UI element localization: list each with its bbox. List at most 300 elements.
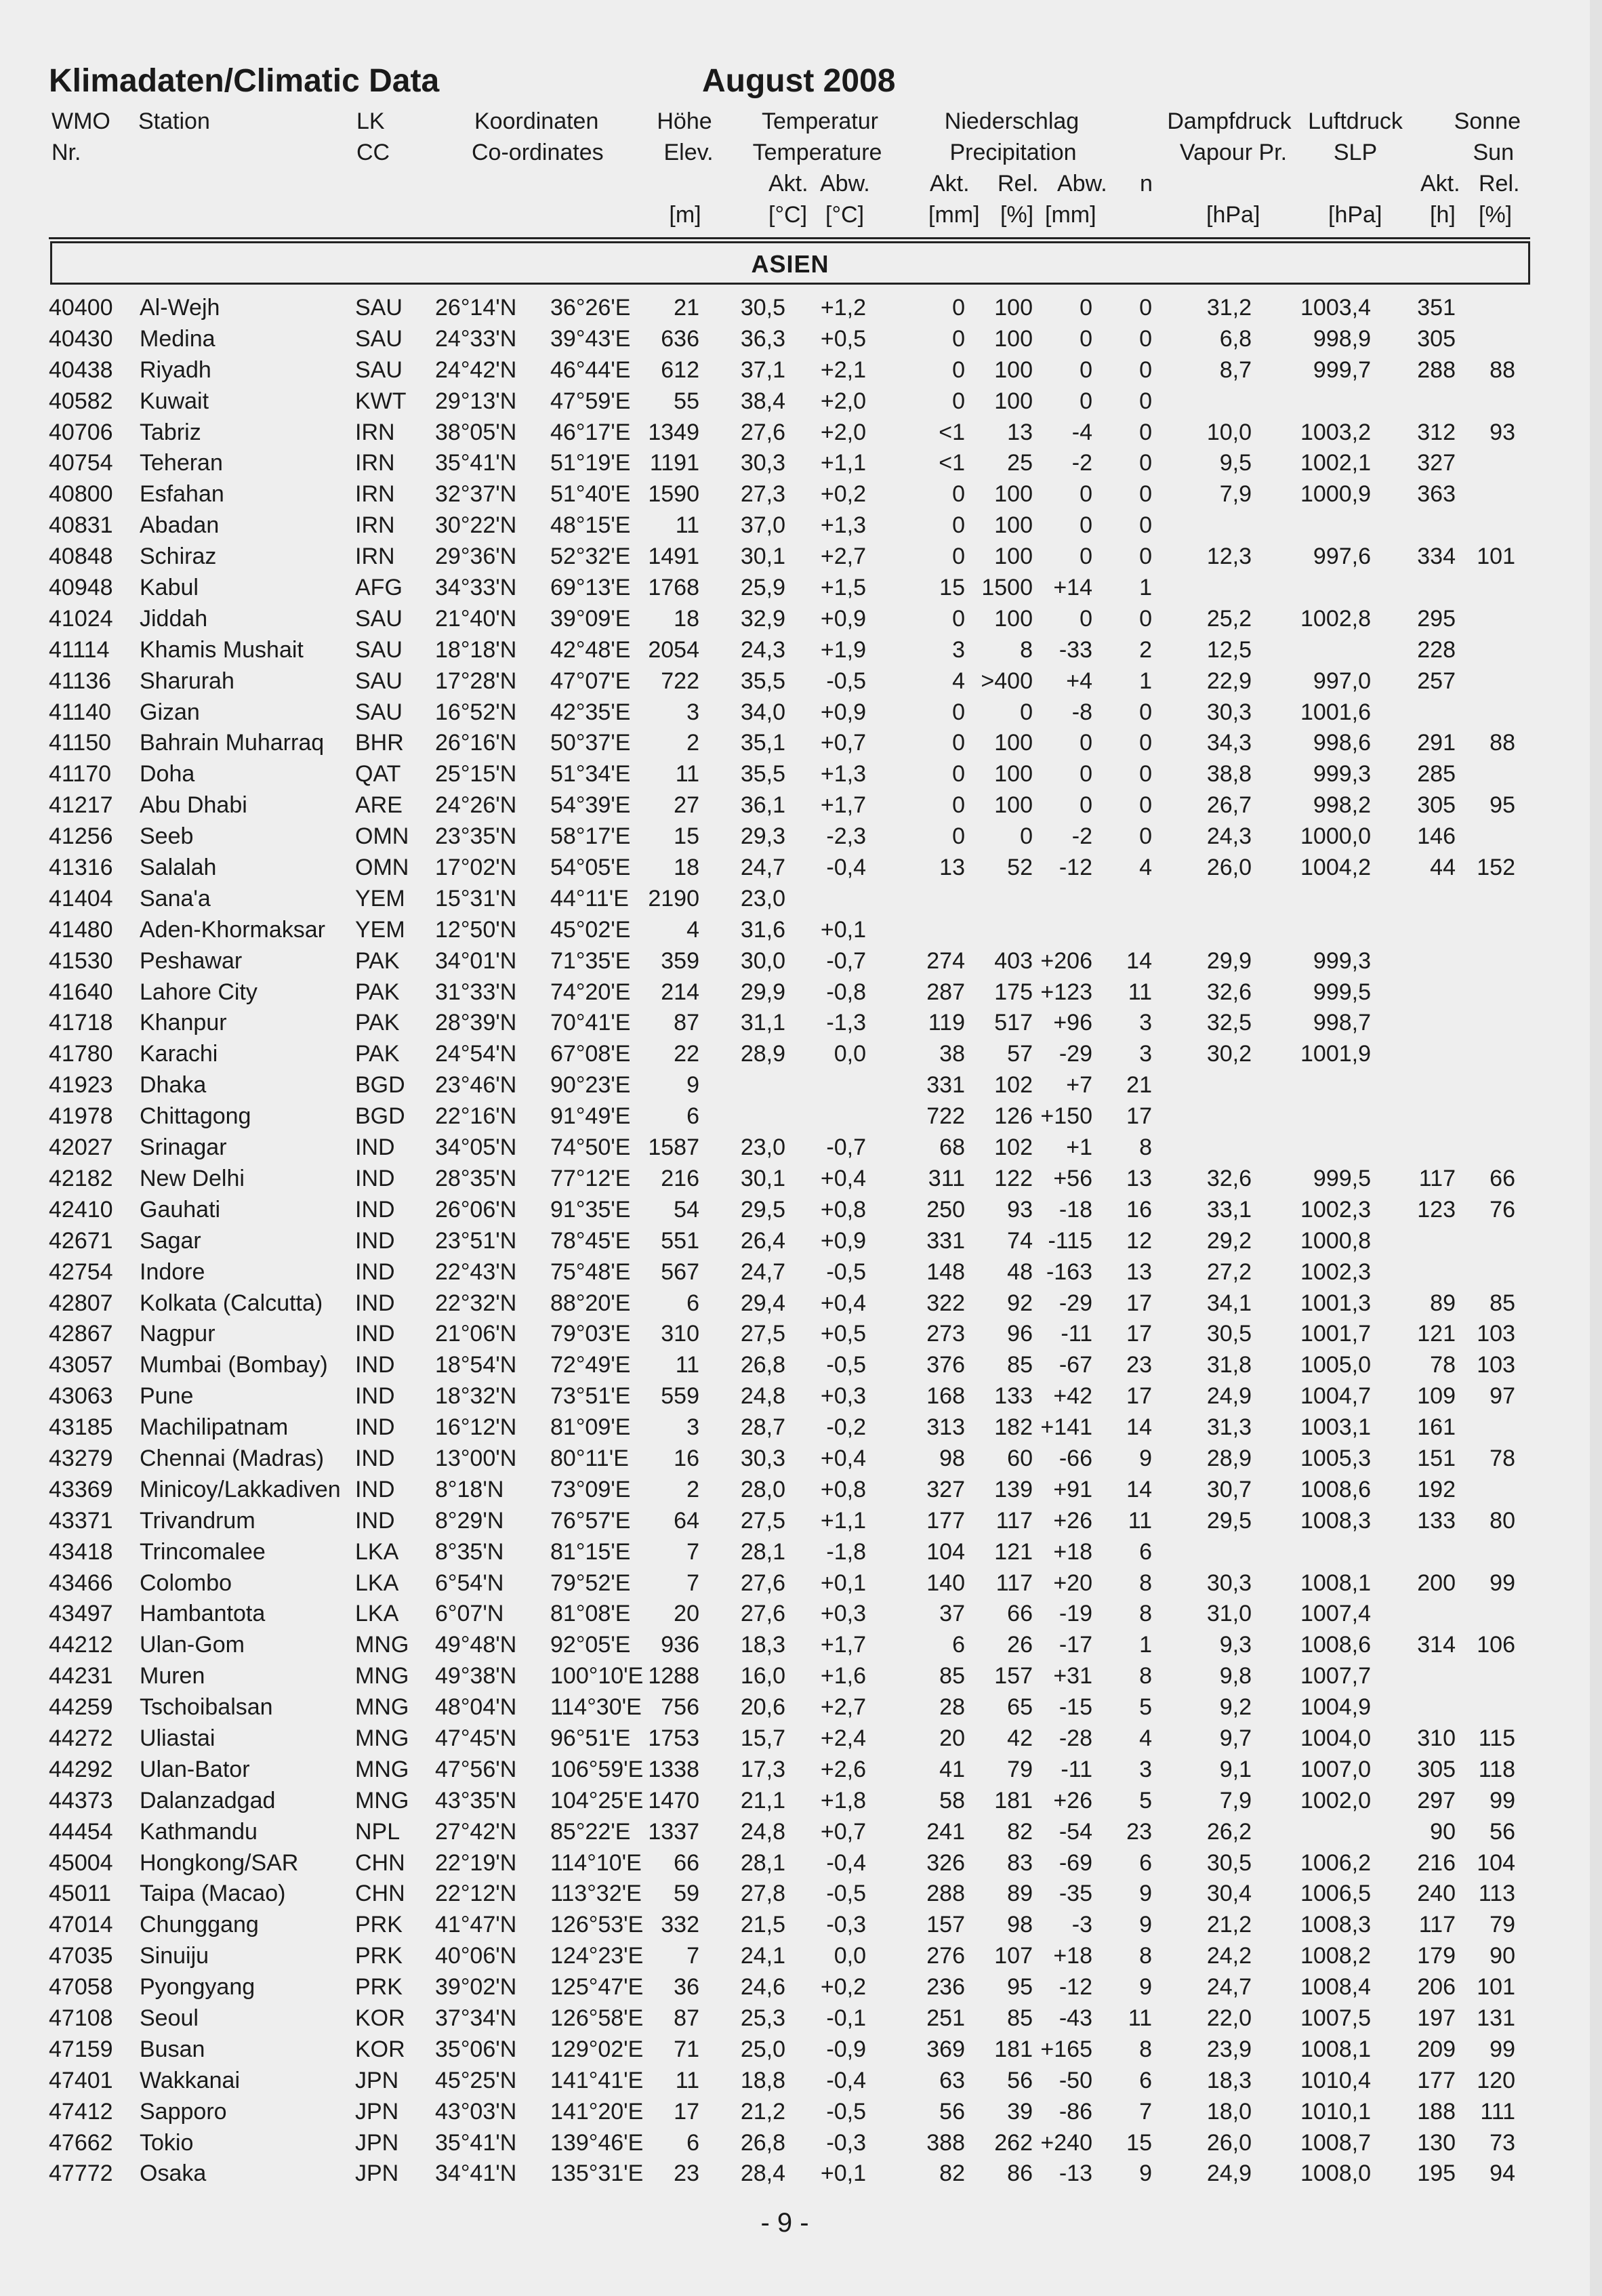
precip-n-cell: 8 [1139,1943,1152,1969]
wmo-cell: 42754 [49,1258,113,1285]
wmo-cell: 43418 [49,1538,113,1565]
longitude-cell: 81°15'E [550,1538,631,1565]
precip-akt-cell: 38 [939,1041,965,1067]
precip-n-cell: 9 [1139,2160,1152,2187]
vapour-cell: 12,5 [1206,636,1252,663]
latitude-cell: 24°26'N [435,792,517,819]
precip-akt-cell: 376 [926,1352,965,1378]
precip-akt-cell: 287 [926,979,965,1005]
wmo-cell: 43185 [49,1414,113,1441]
station-cell: Sharurah [140,668,234,694]
sun-akt-cell: 351 [1417,295,1456,321]
temp-abw-cell: +2,6 [820,1756,866,1782]
sun-akt-cell: 188 [1417,2098,1456,2125]
elevation-cell: 567 [661,1258,699,1285]
elevation-cell: 6 [686,1103,699,1130]
precip-rel-cell: 56 [1007,2067,1033,2093]
precip-abw-cell: 0 [1080,792,1092,819]
cc-cell: YEM [355,916,405,943]
elevation-cell: 18 [674,605,699,632]
slp-cell: 1001,6 [1300,699,1371,725]
temp-abw-cell: +2,7 [820,544,866,570]
vapour-cell: 29,9 [1206,947,1252,974]
sun-akt-cell: 240 [1417,1881,1456,1907]
header-temp-abw-unit: [°C] [825,202,865,228]
temp-abw-cell: -0,5 [826,668,866,694]
temp-abw-cell: +1,9 [820,636,866,663]
sun-rel-cell: 120 [1477,2067,1515,2093]
wmo-cell: 42027 [49,1134,113,1161]
header-sun: Sonne [1454,108,1521,134]
slp-cell: 1002,8 [1300,605,1371,632]
cc-cell: SAU [355,356,403,383]
slp-cell: 998,9 [1313,325,1371,352]
vapour-cell: 12,3 [1206,544,1252,570]
precip-abw-cell: -4 [1071,419,1092,445]
precip-n-cell: 0 [1139,823,1152,850]
header-vapour: Dampfdruck [1167,108,1292,134]
header-sun-rel: Rel. [1479,171,1520,197]
latitude-cell: 49°38'N [435,1663,517,1689]
longitude-cell: 48°15'E [550,512,631,539]
elevation-cell: 216 [661,1165,699,1191]
cc-cell: BHR [355,730,404,756]
precip-abw-cell: +7 [1066,1072,1092,1099]
temp-akt-cell: 18,3 [740,1632,785,1658]
elevation-cell: 7 [686,1943,699,1969]
latitude-cell: 22°19'N [435,1849,517,1876]
precip-abw-cell: -69 [1059,1849,1092,1876]
vapour-cell: 24,2 [1206,1943,1252,1969]
longitude-cell: 85°22'E [550,1818,631,1845]
precip-abw-cell: +42 [1053,1383,1092,1410]
temp-akt-cell: 26,8 [740,2129,785,2156]
precip-akt-cell: <1 [939,450,965,476]
cc-cell: IND [355,1383,395,1410]
precip-abw-cell: -163 [1046,1258,1092,1285]
latitude-cell: 47°45'N [435,1725,517,1751]
temp-akt-cell: 23,0 [740,885,785,911]
sun-rel-cell: 80 [1490,1507,1515,1534]
precip-n-cell: 0 [1139,792,1152,819]
longitude-cell: 47°07'E [550,668,631,694]
elevation-cell: 11 [675,2067,699,2093]
precip-n-cell: 0 [1139,388,1152,414]
precip-n-cell: 11 [1128,979,1152,1005]
station-cell: Jiddah [140,605,208,632]
temp-akt-cell: 16,0 [740,1663,785,1689]
precip-rel-cell: 65 [1007,1694,1033,1721]
vapour-cell: 9,3 [1219,1632,1252,1658]
cc-cell: JPN [355,2067,399,2093]
elevation-cell: 6 [686,1290,699,1316]
station-cell: Sagar [140,1227,201,1254]
temp-akt-cell: 31,6 [740,916,785,943]
header-precip-n: n [1140,171,1153,197]
header-elev: Höhe [657,108,712,134]
latitude-cell: 26°06'N [435,1196,517,1223]
vapour-cell: 22,9 [1206,668,1252,694]
header-elevation: Elev. [663,140,714,165]
table-row [0,1070,1602,1101]
station-cell: Nagpur [140,1321,215,1347]
temp-akt-cell: 21,2 [740,2098,785,2125]
sun-rel-cell: 97 [1490,1383,1515,1410]
precip-rel-cell: 0 [1020,823,1033,850]
table-row [0,1910,1602,1941]
station-cell: Kathmandu [140,1818,258,1845]
precip-n-cell: 8 [1139,2036,1152,2062]
header-precipitation: Precipitation [949,140,1077,165]
elevation-cell: 310 [661,1321,699,1347]
precip-akt-cell: 41 [939,1756,965,1782]
cc-cell: LKA [355,1538,399,1565]
precip-akt-cell: 0 [952,605,965,632]
precip-abw-cell: +123 [1040,979,1092,1005]
cc-cell: MNG [355,1787,409,1813]
wmo-cell: 43497 [49,1601,113,1627]
cc-cell: PRK [355,1943,403,1969]
header-sun-akt: Akt. [1420,171,1460,197]
header-precip-akt-unit: [mm] [928,202,980,228]
station-cell: Kabul [140,575,199,601]
temp-abw-cell: -2,3 [826,823,866,850]
temp-akt-cell: 15,7 [740,1725,785,1751]
sun-akt-cell: 44 [1430,855,1456,881]
vapour-cell: 8,7 [1219,356,1252,383]
cc-cell: NPL [355,1818,400,1845]
sun-akt-cell: 109 [1417,1383,1456,1410]
sun-akt-cell: 363 [1417,481,1456,508]
longitude-cell: 81°08'E [550,1601,631,1627]
vapour-cell: 9,1 [1219,1756,1252,1782]
precip-n-cell: 0 [1139,481,1152,508]
precip-akt-cell: 13 [939,855,965,881]
sun-rel-cell: 111 [1480,2098,1515,2125]
precip-n-cell: 6 [1139,1538,1152,1565]
wmo-cell: 43063 [49,1383,113,1410]
sun-rel-cell: 101 [1477,1974,1515,2001]
precip-akt-cell: <1 [939,419,965,445]
precip-abw-cell: +26 [1053,1787,1092,1813]
temp-abw-cell: -0,5 [826,2098,866,2125]
temp-akt-cell: 20,6 [740,1694,785,1721]
precip-rel-cell: 42 [1007,1725,1033,1751]
header-slp: Luftdruck [1308,108,1403,134]
temp-akt-cell: 37,0 [740,512,785,539]
elevation-cell: 612 [661,356,699,383]
temp-akt-cell: 38,4 [740,388,785,414]
vapour-cell: 30,5 [1206,1321,1252,1347]
precip-rel-cell: 100 [994,605,1033,632]
temp-abw-cell: +2,4 [820,1725,866,1751]
longitude-cell: 141°20'E [550,2098,644,2125]
latitude-cell: 25°15'N [435,761,517,787]
longitude-cell: 88°20'E [550,1290,631,1316]
vapour-cell: 26,0 [1206,855,1252,881]
longitude-cell: 80°11'E [550,1445,629,1471]
precip-rel-cell: 98 [1007,1912,1033,1938]
slp-cell: 1005,0 [1300,1352,1371,1378]
temp-abw-cell: +0,1 [820,916,866,943]
temp-akt-cell: 35,1 [740,730,785,756]
sun-akt-cell: 117 [1418,1912,1456,1938]
wmo-cell: 43279 [49,1445,113,1471]
latitude-cell: 16°52'N [435,699,517,725]
longitude-cell: 96°51'E [550,1725,631,1751]
precip-rel-cell: 85 [1007,1352,1033,1378]
temp-akt-cell: 30,1 [740,544,785,570]
temp-akt-cell: 30,1 [740,1165,785,1191]
station-cell: Chennai (Madras) [140,1445,325,1471]
precip-n-cell: 6 [1139,2067,1152,2093]
latitude-cell: 35°06'N [435,2036,517,2062]
table-row [0,2128,1602,2159]
cc-cell: JPN [355,2129,399,2156]
station-cell: Al-Wejh [140,295,220,321]
cc-cell: IND [355,1165,395,1191]
table-row [0,1599,1602,1630]
station-cell: Abu Dhabi [140,792,247,819]
temp-akt-cell: 24,8 [740,1818,785,1845]
sun-akt-cell: 206 [1417,1974,1456,2001]
latitude-cell: 22°43'N [435,1258,517,1285]
precip-akt-cell: 6 [952,1632,965,1658]
precip-rel-cell: 133 [994,1383,1033,1410]
wmo-cell: 41024 [49,605,113,632]
table-row [0,2097,1602,2128]
precip-n-cell: 1 [1139,575,1152,601]
vapour-cell: 31,3 [1206,1414,1252,1441]
slp-cell: 1007,4 [1300,1601,1371,1627]
vapour-cell: 18,3 [1206,2067,1252,2093]
longitude-cell: 114°10'E [550,1849,642,1876]
vapour-cell: 31,2 [1206,295,1252,321]
temp-akt-cell: 28,4 [740,2160,785,2187]
precip-abw-cell: -28 [1059,1725,1092,1751]
temp-akt-cell: 27,6 [740,1601,785,1627]
elevation-cell: 11 [675,761,699,787]
temp-akt-cell: 35,5 [740,668,785,694]
station-cell: Tschoibalsan [140,1694,273,1721]
cc-cell: SAU [355,668,403,694]
precip-n-cell: 4 [1139,855,1152,881]
precip-akt-cell: 327 [926,1476,965,1502]
wmo-cell: 47159 [49,2036,113,2062]
temp-akt-cell: 24,7 [740,855,785,881]
precip-n-cell: 23 [1126,1352,1152,1378]
cc-cell: IND [355,1445,395,1471]
station-cell: Karachi [140,1041,218,1067]
document-period: August 2008 [702,63,896,99]
slp-cell: 1004,7 [1300,1383,1371,1410]
station-cell: Seoul [140,2005,199,2031]
longitude-cell: 129°02'E [550,2036,644,2062]
station-cell: Machilipatnam [140,1414,289,1441]
precip-n-cell: 8 [1139,1601,1152,1627]
precip-rel-cell: 117 [995,1507,1033,1534]
sun-rel-cell: 93 [1490,419,1515,445]
station-cell: Seeb [140,823,194,850]
vapour-cell: 30,7 [1206,1476,1252,1502]
cc-cell: IND [355,1321,395,1347]
precip-abw-cell: 0 [1080,730,1092,756]
temp-abw-cell: +2,0 [820,388,866,414]
slp-cell: 1002,3 [1300,1196,1371,1223]
temp-abw-cell: -0,7 [826,947,866,974]
station-cell: Lahore City [140,979,258,1005]
sun-akt-cell: 146 [1417,823,1456,850]
longitude-cell: 91°49'E [550,1103,631,1130]
sun-rel-cell: 79 [1490,1912,1515,1938]
table-row [0,977,1602,1008]
document-title: Klimadaten/Climatic Data [49,63,440,99]
precip-akt-cell: 0 [952,730,965,756]
slp-cell: 1004,2 [1300,855,1371,881]
precip-akt-cell: 0 [952,325,965,352]
longitude-cell: 67°08'E [550,1041,631,1067]
table-row [0,1132,1602,1164]
precip-akt-cell: 0 [952,544,965,570]
page-number: - 9 - [760,2208,809,2238]
precip-n-cell: 3 [1139,1010,1152,1036]
longitude-cell: 51°40'E [550,481,631,508]
cc-cell: IRN [355,544,395,570]
precip-rel-cell: 79 [1007,1756,1033,1782]
vapour-cell: 24,3 [1206,823,1252,850]
vapour-cell: 31,0 [1206,1601,1252,1627]
table-row [0,1381,1602,1412]
temp-abw-cell: -0,2 [826,1414,866,1441]
latitude-cell: 35°41'N [435,450,517,476]
elevation-cell: 1338 [648,1756,699,1782]
station-cell: Uliastai [140,1725,215,1751]
sun-rel-cell: 99 [1490,1570,1515,1596]
table-row [0,1412,1602,1443]
table-row [0,1164,1602,1195]
temp-akt-cell: 27,5 [740,1507,785,1534]
elevation-cell: 7 [686,1538,699,1565]
elevation-cell: 1491 [648,544,699,570]
precip-akt-cell: 157 [926,1912,965,1938]
latitude-cell: 38°05'N [435,419,517,445]
wmo-cell: 41923 [49,1072,113,1099]
vapour-cell: 9,5 [1219,450,1252,476]
precip-rel-cell: 93 [1007,1196,1033,1223]
wmo-cell: 40831 [49,512,113,539]
sun-akt-cell: 161 [1417,1414,1456,1441]
station-cell: Sana'a [140,885,211,911]
temp-akt-cell: 30,5 [740,295,785,321]
station-cell: Schiraz [140,544,217,570]
precip-akt-cell: 0 [952,388,965,414]
wmo-cell: 41217 [49,792,113,819]
precip-rel-cell: 181 [994,2036,1033,2062]
wmo-cell: 44292 [49,1756,113,1782]
table-row [0,386,1602,417]
sun-rel-cell: 101 [1477,544,1515,570]
elevation-cell: 17 [674,2098,699,2125]
elevation-cell: 11 [675,512,699,539]
precip-rel-cell: 83 [1007,1849,1033,1876]
elevation-cell: 6 [686,2129,699,2156]
latitude-cell: 39°02'N [435,1974,517,2001]
precip-n-cell: 0 [1139,450,1152,476]
elevation-cell: 54 [674,1196,699,1223]
wmo-cell: 45004 [49,1849,113,1876]
station-cell: Riyadh [140,356,211,383]
sun-akt-cell: 297 [1417,1787,1456,1813]
longitude-cell: 77°12'E [550,1165,631,1191]
slp-cell: 1001,7 [1300,1321,1371,1347]
elevation-cell: 214 [661,979,699,1005]
sun-akt-cell: 312 [1417,419,1456,445]
station-cell: Osaka [140,2160,207,2187]
temp-abw-cell: 0,0 [834,1943,866,1969]
slp-cell: 1006,2 [1300,1849,1371,1876]
station-cell: Chittagong [140,1103,251,1130]
temp-akt-cell: 29,9 [740,979,785,1005]
precip-akt-cell: 82 [939,2160,965,2187]
precip-abw-cell: -35 [1059,1881,1092,1907]
wmo-cell: 41150 [49,730,112,756]
precip-akt-cell: 0 [952,295,965,321]
elevation-cell: 1753 [648,1725,699,1751]
temp-abw-cell: -0,4 [826,1849,866,1876]
temp-abw-cell: +0,7 [820,1818,866,1845]
latitude-cell: 49°48'N [435,1632,517,1658]
precip-akt-cell: 63 [939,2067,965,2093]
elevation-cell: 722 [661,668,699,694]
precip-n-cell: 17 [1126,1383,1152,1410]
longitude-cell: 81°09'E [550,1414,631,1441]
station-cell: Teheran [140,450,223,476]
header-lk: LK [356,108,385,134]
cc-cell: SAU [355,295,403,321]
slp-cell: 998,6 [1313,730,1371,756]
station-cell: Mumbai (Bombay) [140,1352,328,1378]
wmo-cell: 40400 [49,295,113,321]
precip-abw-cell: -33 [1059,636,1092,663]
precip-abw-cell: +18 [1053,1538,1092,1565]
temp-abw-cell: +0,8 [820,1476,866,1502]
header-temp-akt-unit: [°C] [768,202,808,228]
sun-akt-cell: 89 [1430,1290,1456,1316]
slp-cell: 1004,9 [1300,1694,1371,1721]
station-cell: Srinagar [140,1134,227,1161]
precip-abw-cell: +150 [1040,1103,1092,1130]
cc-cell: IRN [355,481,395,508]
precip-rel-cell: 92 [1007,1290,1033,1316]
precip-akt-cell: 168 [926,1383,965,1410]
slp-cell: 1001,3 [1300,1290,1371,1316]
table-row [0,635,1602,666]
wmo-cell: 40948 [49,575,113,601]
precip-akt-cell: 0 [952,356,965,383]
temp-akt-cell: 29,3 [740,823,785,850]
table-row [0,1039,1602,1070]
vapour-cell: 32,6 [1206,979,1252,1005]
precip-n-cell: 16 [1126,1196,1152,1223]
cc-cell: JPN [355,2098,399,2125]
vapour-cell: 28,9 [1206,1445,1252,1471]
sun-rel-cell: 95 [1490,792,1515,819]
precip-n-cell: 8 [1139,1663,1152,1689]
precip-rel-cell: 66 [1007,1601,1033,1627]
sun-rel-cell: 118 [1478,1756,1515,1782]
elevation-cell: 20 [674,1601,699,1627]
precip-n-cell: 2 [1139,636,1152,663]
